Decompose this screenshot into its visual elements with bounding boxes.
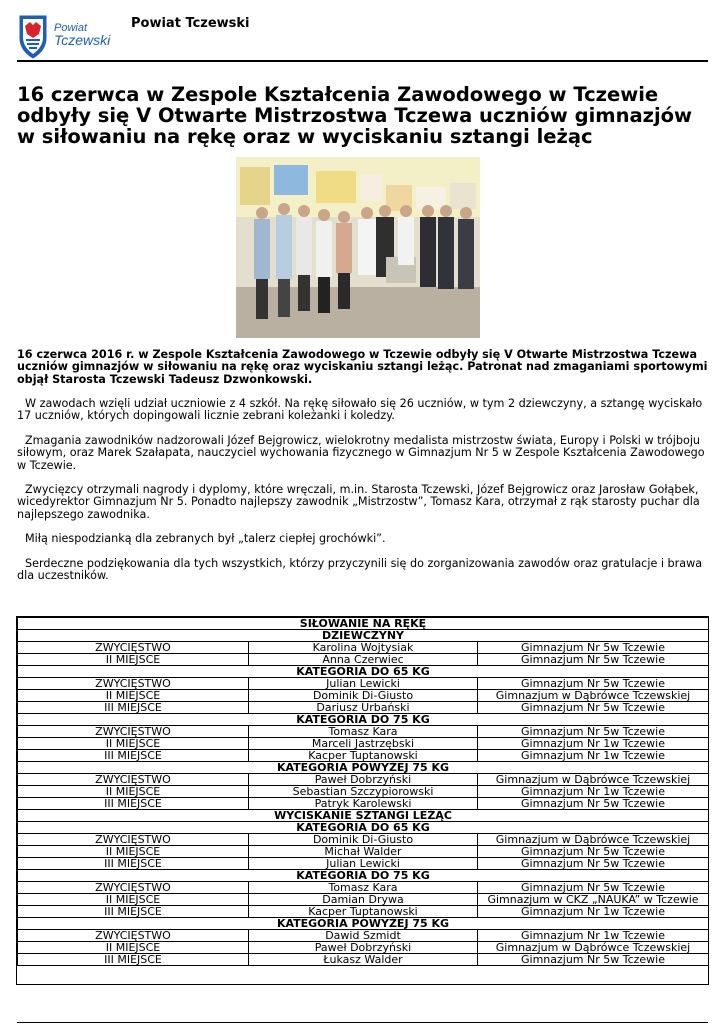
place-cell: III MIEJSCE	[18, 906, 249, 918]
table-row	[18, 906, 709, 918]
footer-divider	[17, 1022, 708, 1023]
table-section-row	[18, 714, 709, 726]
name-cell: Paweł Dobrzyński	[249, 942, 478, 954]
table-row	[18, 786, 709, 798]
place-cell: ZWYCIĘSTWO	[18, 774, 249, 786]
school-cell: Gimnazjum Nr 1w Tczewie	[478, 906, 709, 918]
section-heading: KATEGORIA DO 65 KG	[18, 822, 709, 834]
place-cell: ZWYCIĘSTWO	[18, 930, 249, 942]
school-cell: Gimnazjum w Dąbrówce Tczewskiej	[478, 690, 709, 702]
school-cell: Gimnazjum Nr 5w Tczewie	[478, 954, 709, 966]
section-heading: KATEGORIA DO 65 KG	[18, 666, 709, 678]
name-cell: Dominik Di-Giusto	[249, 834, 478, 846]
school-cell: Gimnazjum Nr 5w Tczewie	[478, 642, 709, 654]
place-cell: II MIEJSCE	[18, 894, 249, 906]
table-row	[18, 738, 709, 750]
name-cell: Tomasz Kara	[249, 882, 478, 894]
table-row	[18, 774, 709, 786]
name-cell: Tomasz Kara	[249, 726, 478, 738]
place-cell: III MIEJSCE	[18, 702, 249, 714]
name-cell: Łukasz Walder	[249, 954, 478, 966]
table-row	[18, 858, 709, 870]
table-section-row	[18, 810, 709, 822]
article-paragraph: Zwycięzcy otrzymali nagrody i dyplomy, które wręczali, m.in. Starosta Tczewski, Józef Bejgrowicz oraz Jarosław Gołąbek, wicedyrektor Gimnazjum Nr 5. Ponadto najlepszy zawodnik „Mistrzostw”, Tomasz Kara, otrzymał z rąk starosty puchar dla najlepszego zawodnika.	[17, 483, 700, 521]
table-row	[18, 690, 709, 702]
powiat-tczewski-logo[interactable]	[17, 12, 127, 60]
event-photo	[236, 157, 480, 338]
article-paragraph: Serdeczne podziękowania dla tych wszystkich, którzy przyczynili się do zorganizowania zawodów oraz gratulacje i brawa dla uczestników.	[17, 557, 703, 583]
table-row	[18, 942, 709, 954]
header-divider	[17, 60, 708, 62]
section-heading: KATEGORIA POWYŻEJ 75 KG	[18, 762, 709, 774]
name-cell: Karolina Wojtysiak	[249, 642, 478, 654]
logo-text-line2: Tczewski	[54, 32, 111, 48]
place-cell: III MIEJSCE	[18, 750, 249, 762]
table-row	[18, 846, 709, 858]
school-cell: Gimnazjum w Dąbrówce Tczewskiej	[478, 834, 709, 846]
article-paragraph: Zmagania zawodników nadzorowali Józef Bejgrowicz, wielokrotny medalista mistrzostw świata, Europy i Polski w trójboju siłowym, oraz Marek Szałapata, nauczyciel wychowania fizycznego w Gimnazjum Nr 5 w Zespole Kształcenia Zawodowego w Tczewie.	[17, 434, 705, 472]
table-section-row	[18, 666, 709, 678]
site-name[interactable]: Powiat Tczewski	[131, 16, 250, 31]
name-cell: Kacper Tuptanowski	[249, 906, 478, 918]
name-cell: Julian Lewicki	[249, 678, 478, 690]
name-cell: Dariusz Urbański	[249, 702, 478, 714]
section-heading: KATEGORIA POWYŻEJ 75 KG	[18, 918, 709, 930]
table-row	[18, 654, 709, 666]
school-cell: Gimnazjum Nr 5w Tczewie	[478, 858, 709, 870]
school-cell: Gimnazjum Nr 1w Tczewie	[478, 930, 709, 942]
table-row	[18, 642, 709, 654]
section-heading: KATEGORIA DO 75 KG	[18, 870, 709, 882]
name-cell: Patryk Karolewski	[249, 798, 478, 810]
table-section-row	[18, 762, 709, 774]
school-cell: Gimnazjum Nr 1w Tczewie	[478, 738, 709, 750]
school-cell: Gimnazjum w CKZ „NAUKA” w Tczewie	[478, 894, 709, 906]
school-cell: Gimnazjum w Dąbrówce Tczewskiej	[478, 774, 709, 786]
article-paragraph: Miłą niespodzianką dla zebranych był „talerz ciepłej grochówki”.	[25, 532, 386, 545]
table-row	[18, 954, 709, 966]
school-cell: Gimnazjum Nr 5w Tczewie	[478, 678, 709, 690]
logo-text-line1: Powiat	[54, 22, 88, 34]
place-cell: ZWYCIĘSTWO	[18, 834, 249, 846]
name-cell: Marceli Jastrzębski	[249, 738, 478, 750]
place-cell: ZWYCIĘSTWO	[18, 726, 249, 738]
school-cell: Gimnazjum Nr 5w Tczewie	[478, 798, 709, 810]
table-row	[18, 750, 709, 762]
table-section-row	[18, 630, 709, 642]
place-cell: ZWYCIĘSTWO	[18, 882, 249, 894]
table-row	[18, 882, 709, 894]
school-cell: Gimnazjum w Dąbrówce Tczewskiej	[478, 942, 709, 954]
page-header	[17, 12, 708, 60]
school-cell: Gimnazjum Nr 5w Tczewie	[478, 846, 709, 858]
place-cell: II MIEJSCE	[18, 738, 249, 750]
article-lead: 16 czerwca 2016 r. w Zespole Kształcenia Zawodowego w Tczewie odbyły się V Otwarte Mistrzostwa Tczewa uczniów gimnazjów w siłowaniu na rękę oraz wyciskaniu sztangi leżąc. Patronat nad zmaganiami sportowymi objął Starosta Tczewski Tadeusz Dzwonkowski.	[17, 348, 708, 386]
section-heading: WYCISKANIE SZTANGI LEŻĄC	[18, 810, 709, 822]
article-title: 16 czerwca w Zespole Kształcenia Zawodowego w Tczewie odbyły się V Otwarte Mistrzostwa Tczewa uczniów gimnazjów w siłowaniu na rękę oraz w wyciskaniu sztangi leżąc	[17, 83, 693, 148]
school-cell: Gimnazjum Nr 5w Tczewie	[478, 702, 709, 714]
place-cell: II MIEJSCE	[18, 786, 249, 798]
section-heading: DZIEWCZYNY	[18, 630, 709, 642]
place-cell: II MIEJSCE	[18, 942, 249, 954]
place-cell: II MIEJSCE	[18, 654, 249, 666]
place-cell: III MIEJSCE	[18, 954, 249, 966]
table-row	[18, 726, 709, 738]
school-cell: Gimnazjum Nr 1w Tczewie	[478, 786, 709, 798]
name-cell: Kacper Tuptanowski	[249, 750, 478, 762]
school-cell: Gimnazjum Nr 5w Tczewie	[478, 882, 709, 894]
school-cell: Gimnazjum Nr 5w Tczewie	[478, 654, 709, 666]
place-cell: II MIEJSCE	[18, 846, 249, 858]
school-cell: Gimnazjum Nr 5w Tczewie	[478, 726, 709, 738]
place-cell: III MIEJSCE	[18, 858, 249, 870]
table-section-row	[18, 918, 709, 930]
place-cell: III MIEJSCE	[18, 798, 249, 810]
name-cell: Anna Czerwiec	[249, 654, 478, 666]
place-cell: ZWYCIĘSTWO	[18, 678, 249, 690]
table-row	[18, 930, 709, 942]
table-row	[18, 798, 709, 810]
place-cell: ZWYCIĘSTWO	[18, 642, 249, 654]
table-row	[18, 678, 709, 690]
table-section-row	[18, 822, 709, 834]
name-cell: Dominik Di-Giusto	[249, 690, 478, 702]
section-heading: KATEGORIA DO 75 KG	[18, 714, 709, 726]
school-cell: Gimnazjum Nr 1w Tczewie	[478, 750, 709, 762]
article-paragraph: W zawodach wzięli udział uczniowie z 4 szkół. Na rękę siłowało się 26 uczniów, w tym 2 dziewczyny, a sztangę wyciskało 17 uczniów, których dopingowali licznie zebrani koleżanki i koledzy.	[17, 397, 703, 423]
table-row	[18, 702, 709, 714]
table-section-row	[18, 870, 709, 882]
name-cell: Michał Walder	[249, 846, 478, 858]
results-table	[17, 617, 709, 966]
name-cell: Damian Drywa	[249, 894, 478, 906]
name-cell: Dawid Szmidt	[249, 930, 478, 942]
section-heading: SIŁOWANIE NA RĘKĘ	[18, 618, 709, 630]
table-row	[18, 894, 709, 906]
place-cell: II MIEJSCE	[18, 690, 249, 702]
name-cell: Julian Lewicki	[249, 858, 478, 870]
table-row	[18, 834, 709, 846]
name-cell: Paweł Dobrzyński	[249, 774, 478, 786]
name-cell: Sebastian Szczypiorowski	[249, 786, 478, 798]
table-section-row	[18, 618, 709, 630]
